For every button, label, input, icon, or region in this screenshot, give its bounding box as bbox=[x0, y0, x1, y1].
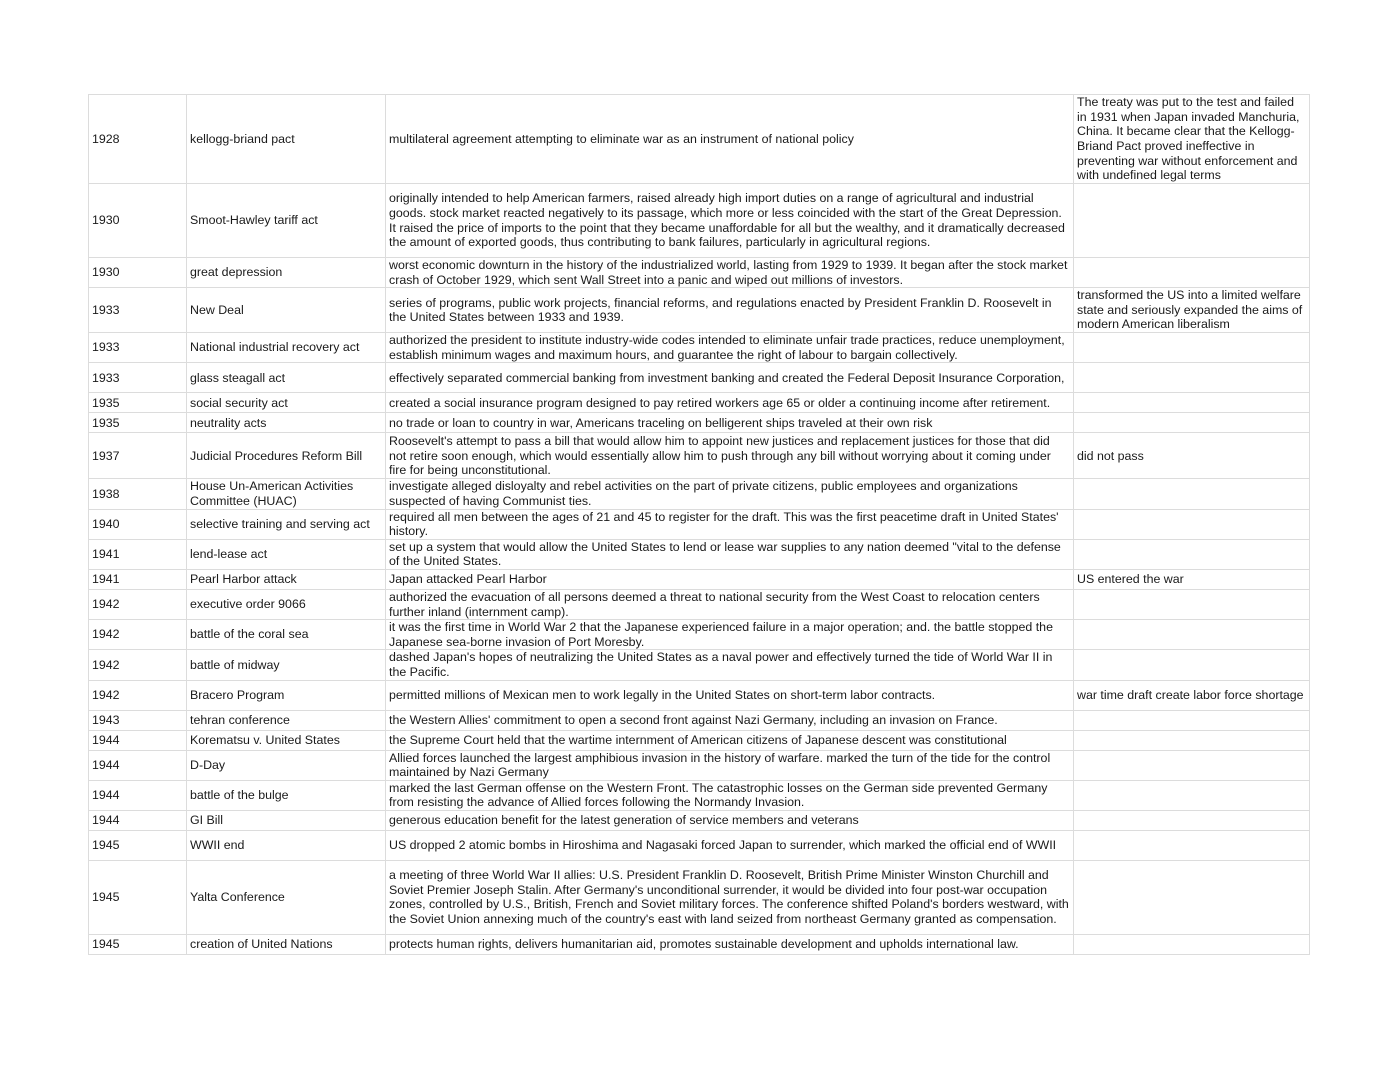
event-name-cell: Pearl Harbor attack bbox=[187, 569, 386, 589]
event-name-cell: Bracero Program bbox=[187, 680, 386, 710]
event-name-cell: Judicial Procedures Reform Bill bbox=[187, 433, 386, 479]
year-cell: 1935 bbox=[89, 413, 187, 433]
note-cell bbox=[1074, 539, 1310, 569]
description-cell: authorized the president to institute industry-wide codes intended to eliminate unfair trade practices, reduce unemployment, establish minimum wages and maximum hours, and guarantee the right of labour to bargain collectively. bbox=[386, 333, 1074, 363]
note-cell: The treaty was put to the test and failed in 1931 when Japan invaded Manchuria, China. It became clear that the Kellogg-Briand Pact proved ineffective in preventing war without enforcement and with undefined legal terms bbox=[1074, 95, 1310, 184]
note-cell bbox=[1074, 258, 1310, 288]
description-cell: worst economic downturn in the history of the industrialized world, lasting from 1929 to 1939. It began after the stock market crash of October 1929, which sent Wall Street into a panic and wiped out millions of investors. bbox=[386, 258, 1074, 288]
year-cell: 1942 bbox=[89, 620, 187, 650]
year-cell: 1944 bbox=[89, 780, 187, 810]
note-cell bbox=[1074, 934, 1310, 954]
note-cell bbox=[1074, 479, 1310, 509]
table-row bbox=[89, 650, 1310, 680]
table-row bbox=[89, 393, 1310, 413]
description-cell: a meeting of three World War II allies: U.S. President Franklin D. Roosevelt, British Prime Minister Winston Churchill and Soviet Premier Joseph Stalin. After Germany's unconditional surrender, it would be divided into four post-war occupation zones, controlled by U.S., British, French and Soviet military forces. The conference shifted Poland's borders westward, with the Soviet Union annexing much of the country's east with land seized from northeast Germany granted as compensation. bbox=[386, 860, 1074, 934]
year-cell: 1930 bbox=[89, 258, 187, 288]
event-name-cell: D-Day bbox=[187, 750, 386, 780]
note-cell bbox=[1074, 860, 1310, 934]
event-name-cell: battle of the bulge bbox=[187, 780, 386, 810]
table-row bbox=[89, 95, 1310, 184]
year-cell: 1945 bbox=[89, 860, 187, 934]
note-cell bbox=[1074, 589, 1310, 619]
table-row bbox=[89, 184, 1310, 258]
event-name-cell: GI Bill bbox=[187, 810, 386, 830]
note-cell bbox=[1074, 620, 1310, 650]
timeline-table-body bbox=[89, 95, 1310, 955]
description-cell: series of programs, public work projects, financial reforms, and regulations enacted by President Franklin D. Roosevelt in the United States between 1933 and 1939. bbox=[386, 288, 1074, 333]
year-cell: 1928 bbox=[89, 95, 187, 184]
description-cell: multilateral agreement attempting to eliminate war as an instrument of national policy bbox=[386, 95, 1074, 184]
description-cell: investigate alleged disloyalty and rebel activities on the part of private citizens, public employees and organizations suspected of having Communist ties. bbox=[386, 479, 1074, 509]
table-row bbox=[89, 413, 1310, 433]
year-cell: 1933 bbox=[89, 363, 187, 393]
description-cell: no trade or loan to country in war, Americans traceling on belligerent ships traveled at their own risk bbox=[386, 413, 1074, 433]
note-cell bbox=[1074, 750, 1310, 780]
table-row bbox=[89, 680, 1310, 710]
year-cell: 1944 bbox=[89, 810, 187, 830]
year-cell: 1944 bbox=[89, 730, 187, 750]
table-row bbox=[89, 934, 1310, 954]
year-cell: 1937 bbox=[89, 433, 187, 479]
note-cell bbox=[1074, 730, 1310, 750]
note-cell: did not pass bbox=[1074, 433, 1310, 479]
note-cell bbox=[1074, 509, 1310, 539]
note-cell bbox=[1074, 650, 1310, 680]
year-cell: 1940 bbox=[89, 509, 187, 539]
description-cell: authorized the evacuation of all persons deemed a threat to national security from the West Coast to relocation centers further inland (internment camp). bbox=[386, 589, 1074, 619]
description-cell: created a social insurance program designed to pay retired workers age 65 or older a continuing income after retirement. bbox=[386, 393, 1074, 413]
description-cell: required all men between the ages of 21 and 45 to register for the draft. This was the first peacetime draft in United States' history. bbox=[386, 509, 1074, 539]
table-row bbox=[89, 830, 1310, 860]
note-cell bbox=[1074, 810, 1310, 830]
year-cell: 1942 bbox=[89, 680, 187, 710]
table-row bbox=[89, 539, 1310, 569]
table-row bbox=[89, 433, 1310, 479]
note-cell: transformed the US into a limited welfare state and seriously expanded the aims of modern American liberalism bbox=[1074, 288, 1310, 333]
year-cell: 1930 bbox=[89, 184, 187, 258]
year-cell: 1942 bbox=[89, 589, 187, 619]
table-row bbox=[89, 509, 1310, 539]
year-cell: 1944 bbox=[89, 750, 187, 780]
table-row bbox=[89, 288, 1310, 333]
event-name-cell: neutrality acts bbox=[187, 413, 386, 433]
event-name-cell: Yalta Conference bbox=[187, 860, 386, 934]
table-row bbox=[89, 569, 1310, 589]
description-cell: the Western Allies' commitment to open a second front against Nazi Germany, including an invasion on France. bbox=[386, 710, 1074, 730]
table-row bbox=[89, 258, 1310, 288]
note-cell bbox=[1074, 710, 1310, 730]
description-cell: protects human rights, delivers humanitarian aid, promotes sustainable development and upholds international law. bbox=[386, 934, 1074, 954]
note-cell: war time draft create labor force shortage bbox=[1074, 680, 1310, 710]
event-name-cell: executive order 9066 bbox=[187, 589, 386, 619]
event-name-cell: Smoot-Hawley tariff act bbox=[187, 184, 386, 258]
table-row bbox=[89, 710, 1310, 730]
event-name-cell: battle of the coral sea bbox=[187, 620, 386, 650]
year-cell: 1943 bbox=[89, 710, 187, 730]
table-row bbox=[89, 730, 1310, 750]
event-name-cell: WWII end bbox=[187, 830, 386, 860]
event-name-cell: Korematsu v. United States bbox=[187, 730, 386, 750]
year-cell: 1933 bbox=[89, 333, 187, 363]
description-cell: effectively separated commercial banking from investment banking and created the Federal Deposit Insurance Corporation, bbox=[386, 363, 1074, 393]
table-row bbox=[89, 750, 1310, 780]
table-row bbox=[89, 363, 1310, 393]
note-cell bbox=[1074, 780, 1310, 810]
note-cell bbox=[1074, 413, 1310, 433]
event-name-cell: House Un-American Activities Committee (HUAC) bbox=[187, 479, 386, 509]
note-cell bbox=[1074, 363, 1310, 393]
event-name-cell: New Deal bbox=[187, 288, 386, 333]
note-cell: US entered the war bbox=[1074, 569, 1310, 589]
event-name-cell: social security act bbox=[187, 393, 386, 413]
description-cell: it was the first time in World War 2 that the Japanese experienced failure in a major operation; and. the battle stopped the Japanese sea-borne invasion of Port Moresby. bbox=[386, 620, 1074, 650]
note-cell bbox=[1074, 393, 1310, 413]
year-cell: 1938 bbox=[89, 479, 187, 509]
event-name-cell: kellogg-briand pact bbox=[187, 95, 386, 184]
table-row bbox=[89, 333, 1310, 363]
table-row bbox=[89, 780, 1310, 810]
year-cell: 1942 bbox=[89, 650, 187, 680]
table-row bbox=[89, 589, 1310, 619]
description-cell: permitted millions of Mexican men to work legally in the United States on short-term labor contracts. bbox=[386, 680, 1074, 710]
table-row bbox=[89, 620, 1310, 650]
event-name-cell: battle of midway bbox=[187, 650, 386, 680]
year-cell: 1941 bbox=[89, 539, 187, 569]
event-name-cell: tehran conference bbox=[187, 710, 386, 730]
table-row bbox=[89, 479, 1310, 509]
description-cell: marked the last German offense on the Western Front. The catastrophic losses on the German side prevented Germany from resisting the advance of Allied forces following the Normandy Invasion. bbox=[386, 780, 1074, 810]
note-cell bbox=[1074, 184, 1310, 258]
event-name-cell: lend-lease act bbox=[187, 539, 386, 569]
table-row bbox=[89, 860, 1310, 934]
year-cell: 1935 bbox=[89, 393, 187, 413]
timeline-table bbox=[88, 94, 1310, 955]
table-row bbox=[89, 810, 1310, 830]
event-name-cell: selective training and serving act bbox=[187, 509, 386, 539]
year-cell: 1933 bbox=[89, 288, 187, 333]
year-cell: 1945 bbox=[89, 830, 187, 860]
description-cell: set up a system that would allow the United States to lend or lease war supplies to any nation deemed "vital to the defense of the United States. bbox=[386, 539, 1074, 569]
year-cell: 1945 bbox=[89, 934, 187, 954]
description-cell: Japan attacked Pearl Harbor bbox=[386, 569, 1074, 589]
year-cell: 1941 bbox=[89, 569, 187, 589]
description-cell: generous education benefit for the latest generation of service members and veterans bbox=[386, 810, 1074, 830]
description-cell: US dropped 2 atomic bombs in Hiroshima and Nagasaki forced Japan to surrender, which marked the official end of WWII bbox=[386, 830, 1074, 860]
event-name-cell: glass steagall act bbox=[187, 363, 386, 393]
event-name-cell: creation of United Nations bbox=[187, 934, 386, 954]
description-cell: originally intended to help American farmers, raised already high import duties on a range of agricultural and industrial goods. stock market reacted negatively to its passage, which more or less coincided with the start of the Great Depression. It raised the price of imports to the point that they became unaffordable for all but the wealthy, and it dramatically decreased the amount of exported goods, thus contributing to bank failures, particularly in agricultural regions. bbox=[386, 184, 1074, 258]
event-name-cell: great depression bbox=[187, 258, 386, 288]
note-cell bbox=[1074, 333, 1310, 363]
event-name-cell: National industrial recovery act bbox=[187, 333, 386, 363]
note-cell bbox=[1074, 830, 1310, 860]
description-cell: Roosevelt's attempt to pass a bill that would allow him to appoint new justices and replacement justices for those that did not retire soon enough, which would essentially allow him to push through any bill without worrying about it coming under fire for being unconstitutional. bbox=[386, 433, 1074, 479]
description-cell: the Supreme Court held that the wartime internment of American citizens of Japanese descent was constitutional bbox=[386, 730, 1074, 750]
description-cell: Allied forces launched the largest amphibious invasion in the history of warfare. marked the turn of the tide for the control maintained by Nazi Germany bbox=[386, 750, 1074, 780]
description-cell: dashed Japan's hopes of neutralizing the United States as a naval power and effectively turned the tide of World War II in the Pacific. bbox=[386, 650, 1074, 680]
